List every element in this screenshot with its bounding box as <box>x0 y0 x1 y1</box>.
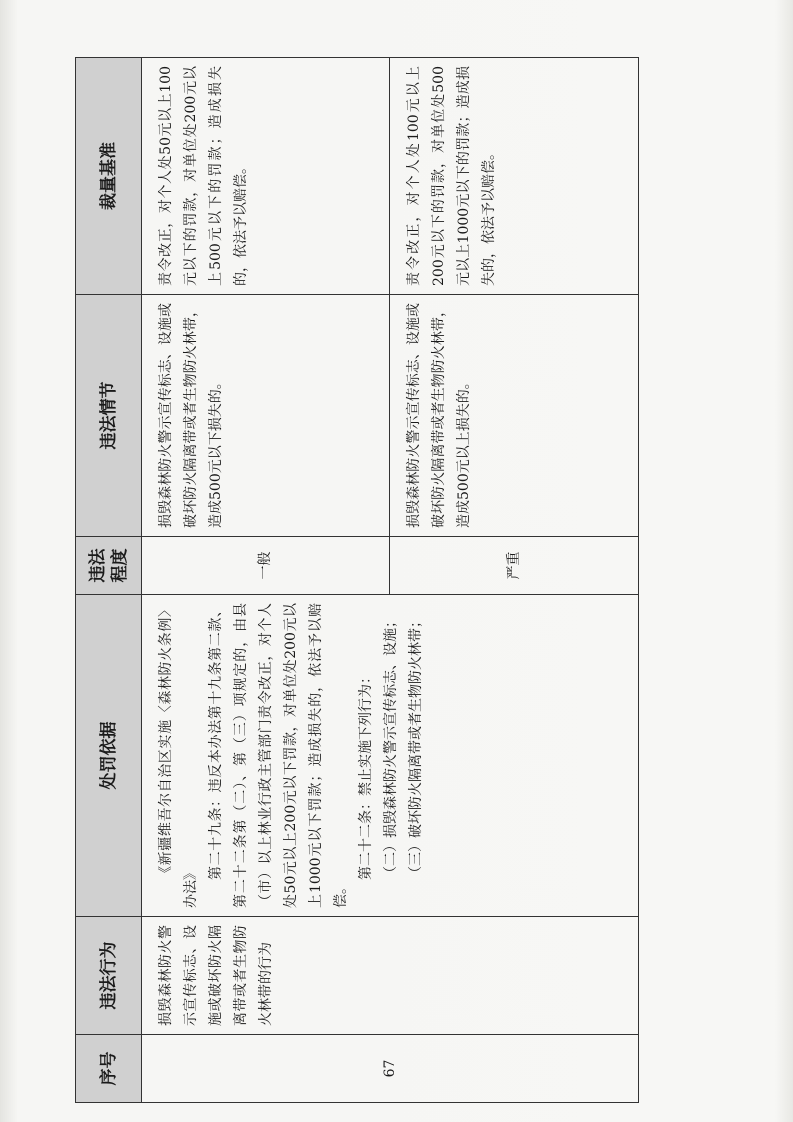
header-no: 序号 <box>76 1035 142 1103</box>
header-degree: 违法程度 <box>76 537 142 595</box>
table-header-row <box>76 58 142 1103</box>
standard-general: 责令改正，对个人处50元以上100元以下的罚款，对单位处200元以上500元以下的罚款；造成损失的，依法予以赔偿。 <box>142 58 390 295</box>
basis-item-3: （三）破坏防火隔离带或者生物防火林带； <box>408 614 424 880</box>
basis-item-2: （二）损毁森林防火警示宣传标志、设施； <box>383 614 399 880</box>
basis-title: 《新疆维吾尔自治区实施〈森林防火条例〉办法》 <box>158 603 199 908</box>
header-act: 违法行为 <box>76 917 142 1035</box>
basis-article-22: 第二十二条：禁止实施下列行为： <box>358 670 374 880</box>
header-standard: 裁量基准 <box>76 58 142 295</box>
row-number: 67 <box>142 1035 639 1103</box>
circumstance-serious: 损毁森林防火警示宣传标志、设施或破坏防火隔离带或者生物防火林带，造成500元以上损失的。 <box>390 295 639 537</box>
rotated-table-wrapper <box>75 58 638 1103</box>
circumstance-general: 损毁森林防火警示宣传标志、设施或破坏防火隔离带或者生物防火林带，造成500元以下损失的。 <box>142 295 390 537</box>
basis-article-29: 第二十九条：违反本办法第十九条第二款、第二十二条第（二）、第（三）项规定的，由县（市）以上林业行政主管部门责令改正，对个人处50元以上200元以下罚款，对单位处200元以上1000元以下罚款；造成损失的，依法予以赔偿。 <box>208 603 349 908</box>
header-basis: 处罚依据 <box>76 595 142 917</box>
header-circumstance: 违法情节 <box>76 295 142 537</box>
penalty-standard-table <box>75 57 639 1103</box>
table-row <box>142 58 390 1103</box>
penalty-basis <box>142 595 639 917</box>
degree-serious: 严重 <box>390 537 639 595</box>
standard-serious: 责令改正，对个人处100元以上200元以下的罚款，对单位处500元以上1000元以下的罚款；造成损失的，依法予以赔偿。 <box>390 58 639 295</box>
violation-act: 损毁森林防火警示宣传标志、设施或破坏防火隔离带或者生物防火林带的行为 <box>142 917 639 1035</box>
degree-general: 一般 <box>142 537 390 595</box>
